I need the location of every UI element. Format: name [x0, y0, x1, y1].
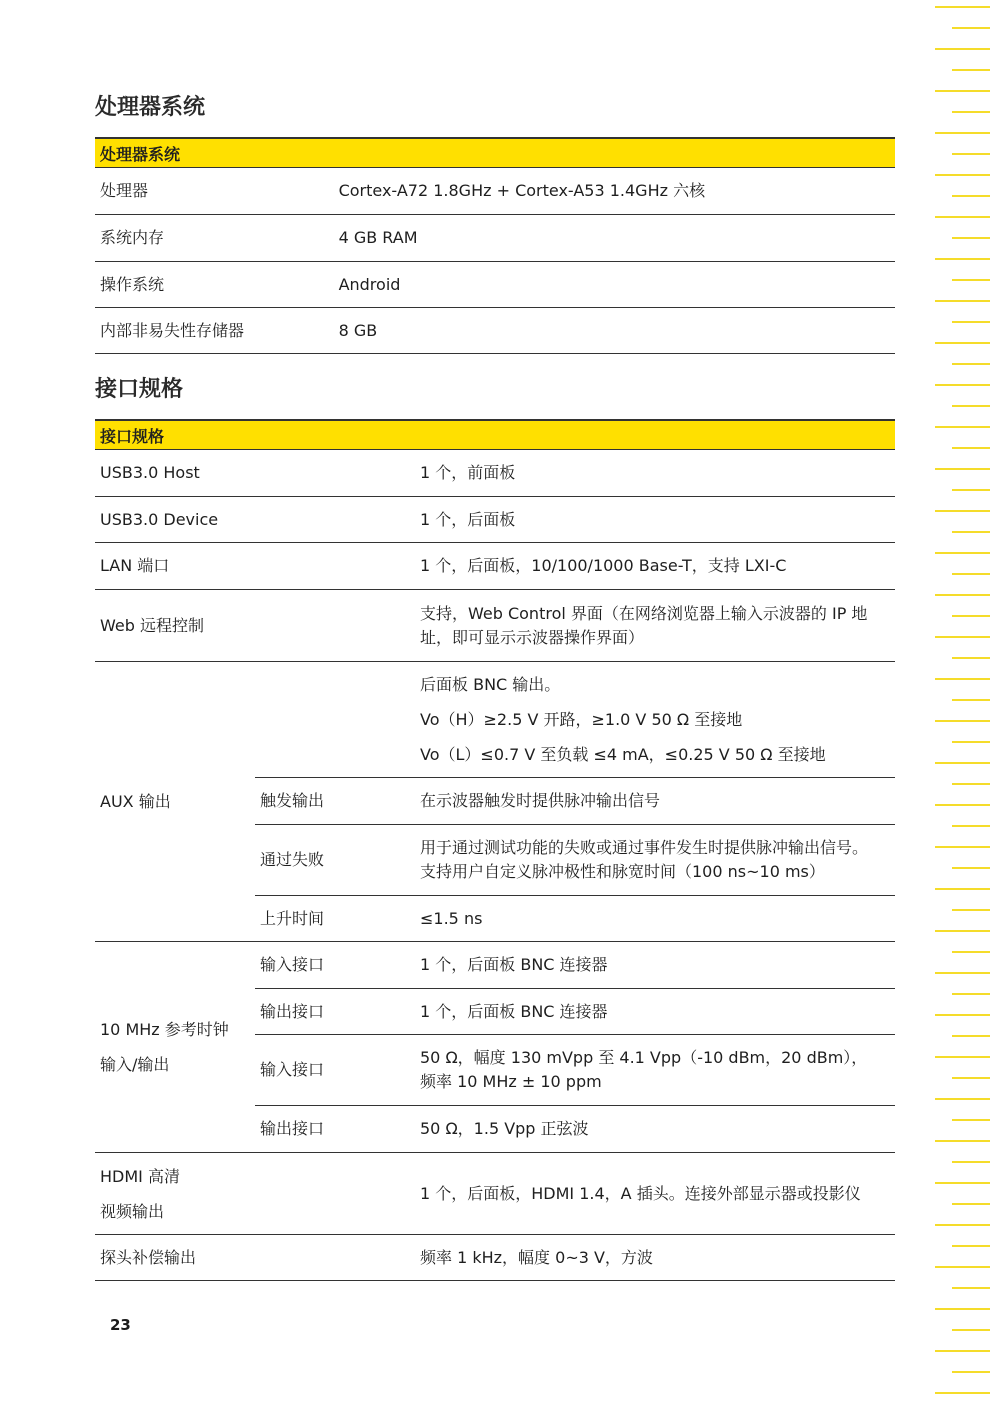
deco-stripe — [952, 531, 990, 533]
ref10-label — [95, 942, 255, 1153]
deco-stripe — [935, 174, 990, 176]
deco-stripe — [935, 762, 990, 764]
deco-stripe — [952, 741, 990, 743]
row-value — [415, 662, 895, 778]
deco-stripe — [952, 363, 990, 365]
deco-stripe — [935, 258, 990, 260]
deco-stripe — [952, 573, 990, 575]
deco-stripe — [952, 615, 990, 617]
deco-stripe — [952, 111, 990, 113]
deco-stripe — [952, 405, 990, 407]
deco-stripe — [935, 888, 990, 890]
deco-stripe — [935, 468, 990, 470]
table-row — [95, 1235, 895, 1281]
row-value: 8 GB — [334, 308, 895, 354]
deco-stripe — [952, 321, 990, 323]
deco-stripe — [935, 48, 990, 50]
value-line: 频率 10 MHz ± 10 ppm — [420, 1072, 602, 1091]
deco-stripe — [952, 237, 990, 239]
deco-stripe — [952, 825, 990, 827]
row-label: LAN 端口 — [95, 543, 415, 590]
deco-stripe — [935, 1392, 990, 1394]
deco-stripe — [952, 1203, 990, 1205]
row-label: USB3.0 Device — [95, 497, 415, 543]
processor-spec-table — [95, 137, 895, 354]
deco-stripe — [952, 1119, 990, 1121]
deco-stripe — [952, 1161, 990, 1163]
table-row — [95, 168, 895, 215]
row-value: ≤1.5 ns — [415, 896, 895, 942]
row-sublabel — [255, 662, 415, 778]
row-value: 1 个，后面板，HDMI 1.4，A 插头。连接外部显示器或投影仪 — [415, 1153, 895, 1235]
row-value: 4 GB RAM — [334, 215, 895, 262]
deco-stripe — [935, 384, 990, 386]
deco-stripe — [935, 972, 990, 974]
deco-stripe — [952, 489, 990, 491]
deco-stripe — [935, 804, 990, 806]
deco-stripe — [952, 909, 990, 911]
deco-stripe — [952, 279, 990, 281]
row-sublabel: 输入接口 — [255, 1035, 415, 1106]
deco-stripe — [935, 636, 990, 638]
row-value: 1 个，后面板 — [415, 497, 895, 543]
deco-stripe — [952, 1371, 990, 1373]
row-label: Web 远程控制 — [95, 590, 415, 662]
row-value: 频率 1 kHz，幅度 0~3 V，方波 — [415, 1235, 895, 1281]
deco-stripe — [935, 1098, 990, 1100]
row-value — [415, 825, 895, 896]
row-value: 1 个，前面板 — [415, 450, 895, 497]
deco-stripe — [935, 510, 990, 512]
deco-stripe — [952, 783, 990, 785]
deco-stripe — [952, 951, 990, 953]
deco-stripe — [935, 1056, 990, 1058]
row-label: 系统内存 — [95, 215, 334, 262]
value-line: Vo（L）≤0.7 V 至负载 ≤4 mA，≤0.25 V 50 Ω 至接地 — [420, 745, 826, 764]
table-row — [95, 262, 895, 308]
table-row — [95, 497, 895, 543]
deco-stripe — [935, 1266, 990, 1268]
deco-stripe — [952, 27, 990, 29]
row-sublabel: 输出接口 — [255, 989, 415, 1035]
deco-stripe — [935, 552, 990, 554]
deco-stripe — [935, 1350, 990, 1352]
deco-stripe — [952, 1287, 990, 1289]
deco-stripe — [935, 90, 990, 92]
section-heading-interface: 接口规格 — [95, 377, 184, 402]
deco-stripe — [952, 657, 990, 659]
row-value — [415, 590, 895, 662]
row-value: 1 个，后面板 BNC 连接器 — [415, 989, 895, 1035]
deco-stripe — [935, 1182, 990, 1184]
deco-stripe — [952, 993, 990, 995]
deco-stripe — [935, 1308, 990, 1310]
section-heading-processor: 处理器系统 — [95, 95, 206, 120]
row-label: 操作系统 — [95, 262, 334, 308]
table-row — [95, 215, 895, 262]
table-row — [95, 942, 895, 989]
value-line: 后面板 BNC 输出。 — [420, 675, 561, 694]
table-row — [95, 543, 895, 590]
page-number: 23 — [110, 1316, 131, 1334]
table-row — [95, 662, 895, 778]
table-row — [95, 308, 895, 354]
deco-stripe — [935, 720, 990, 722]
row-label: USB3.0 Host — [95, 450, 415, 497]
table-row — [95, 1153, 895, 1235]
deco-stripe — [935, 1140, 990, 1142]
value-line: Vo（H）≥2.5 V 开路，≥1.0 V 50 Ω 至接地 — [420, 710, 743, 729]
row-value: 1 个，后面板 BNC 连接器 — [415, 942, 895, 989]
deco-stripe — [952, 447, 990, 449]
deco-stripe — [935, 930, 990, 932]
table-header: 接口规格 — [95, 420, 895, 450]
row-value: 1 个，后面板，10/100/1000 Base-T，支持 LXI-C — [415, 543, 895, 590]
value-line: 址，即可显示示波器操作界面） — [420, 627, 645, 647]
value-line: 支持用户自定义脉冲极性和脉宽时间（100 ns~10 ms） — [420, 862, 825, 881]
deco-stripe — [935, 300, 990, 302]
label-line: 视频输出 — [100, 1201, 165, 1221]
table-row — [95, 450, 895, 497]
deco-stripe — [952, 153, 990, 155]
row-sublabel: 输入接口 — [255, 942, 415, 989]
deco-stripe — [935, 1224, 990, 1226]
label-line: 10 MHz 参考时钟 — [100, 1020, 229, 1039]
deco-stripe — [935, 678, 990, 680]
deco-stripe — [935, 342, 990, 344]
row-sublabel: 输出接口 — [255, 1106, 415, 1153]
value-line: 支持，Web Control 界面（在网络浏览器上输入示波器的 IP 地 — [420, 603, 868, 623]
label-line: 输入/输出 — [100, 1055, 170, 1074]
deco-stripe — [952, 1329, 990, 1331]
row-sublabel: 通过失败 — [255, 825, 415, 896]
aux-label: AUX 输出 — [95, 662, 255, 942]
deco-stripe — [952, 867, 990, 869]
row-value: Android — [334, 262, 895, 308]
deco-stripe — [935, 426, 990, 428]
deco-stripe — [935, 846, 990, 848]
deco-stripe — [952, 195, 990, 197]
value-line: 用于通过测试功能的失败或通过事件发生时提供脉冲输出信号。 — [420, 838, 869, 857]
table-row — [95, 590, 895, 662]
row-label: 内部非易失性存储器 — [95, 308, 334, 354]
value-line: 50 Ω，幅度 130 mVpp 至 4.1 Vpp（-10 dBm，20 dBm）， — [420, 1048, 868, 1067]
deco-stripe — [952, 1077, 990, 1079]
deco-stripe — [935, 132, 990, 134]
row-label — [95, 1153, 415, 1235]
row-sublabel: 触发输出 — [255, 778, 415, 825]
row-value: Cortex-A72 1.8GHz + Cortex-A53 1.4GHz 六核 — [334, 168, 895, 215]
table-header: 处理器系统 — [95, 138, 895, 168]
deco-stripe — [952, 699, 990, 701]
row-sublabel: 上升时间 — [255, 896, 415, 942]
deco-stripe — [935, 1014, 990, 1016]
deco-stripe — [935, 594, 990, 596]
interface-spec-table — [95, 419, 895, 1281]
side-decoration — [930, 0, 990, 1401]
row-value: 在示波器触发时提供脉冲输出信号 — [415, 778, 895, 825]
row-label: 处理器 — [95, 168, 334, 215]
deco-stripe — [952, 1035, 990, 1037]
row-label: 探头补偿输出 — [95, 1235, 415, 1281]
row-value: 50 Ω，1.5 Vpp 正弦波 — [415, 1106, 895, 1153]
row-value — [415, 1035, 895, 1106]
deco-stripe — [935, 216, 990, 218]
deco-stripe — [952, 1245, 990, 1247]
deco-stripe — [952, 69, 990, 71]
label-line: HDMI 高清 — [100, 1166, 180, 1186]
deco-stripe — [935, 6, 990, 8]
